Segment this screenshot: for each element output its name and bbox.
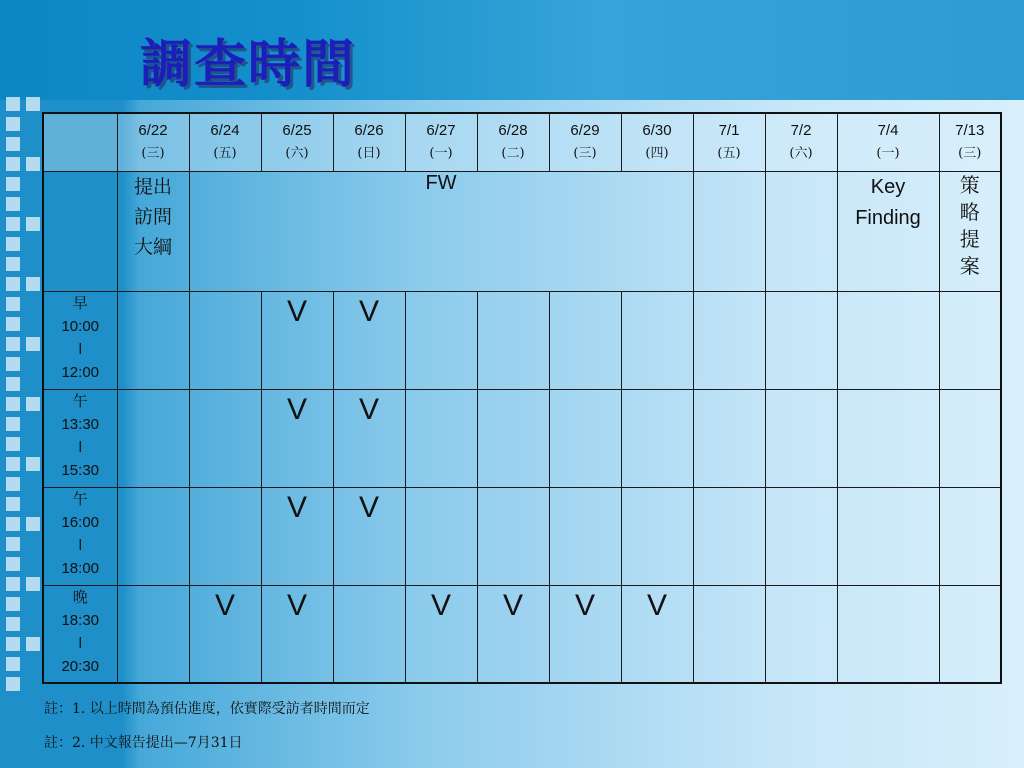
weekday-label: (日)	[357, 146, 381, 161]
date-label: 6/24	[210, 122, 240, 139]
decorative-square	[6, 97, 20, 111]
decorative-square	[26, 157, 40, 171]
availability-cell	[333, 585, 405, 683]
time-slot-label	[43, 389, 117, 487]
outline-text: 提出	[133, 175, 172, 198]
weekday-label: (四)	[645, 146, 669, 161]
availability-cell	[939, 487, 1001, 585]
date-label: 6/27	[426, 122, 456, 139]
decorative-square	[6, 377, 20, 391]
strategy-cell	[939, 171, 1001, 291]
availability-cell: V	[405, 585, 477, 683]
decorative-square	[6, 457, 20, 471]
strategy-text: 策	[959, 172, 980, 197]
weekday-label: (一)	[876, 146, 900, 161]
date-cell	[189, 113, 261, 171]
decorative-square	[6, 177, 20, 191]
decorative-square	[6, 117, 20, 131]
decorative-square	[6, 397, 20, 411]
strategy-text: 案	[959, 253, 980, 278]
availability-cell	[693, 291, 765, 389]
fieldwork-label: FW	[425, 171, 457, 194]
decorative-square	[6, 137, 20, 151]
decorative-square	[26, 397, 40, 411]
availability-cell	[405, 291, 477, 389]
availability-cell: V	[189, 585, 261, 683]
date-cell	[261, 113, 333, 171]
date-cell	[477, 113, 549, 171]
time-slot-sep: l	[78, 438, 82, 456]
availability-cell: V	[621, 585, 693, 683]
availability-cell	[549, 389, 621, 487]
availability-cell	[189, 291, 261, 389]
availability-cell	[405, 487, 477, 585]
time-slot-sep: l	[78, 634, 82, 652]
availability-cell: V	[261, 389, 333, 487]
time-slot-row	[43, 585, 1001, 683]
date-header-row	[43, 113, 1001, 171]
outline-text: 訪問	[133, 205, 172, 228]
time-slot-period: 早	[72, 294, 88, 312]
time-slot-row	[43, 291, 1001, 389]
plan-row	[43, 171, 1001, 291]
availability-cell	[765, 291, 837, 389]
decorative-square	[6, 577, 20, 591]
date-cell	[939, 113, 1001, 171]
availability-cell: V	[333, 291, 405, 389]
corner-cell	[43, 113, 117, 171]
availability-cell	[837, 487, 939, 585]
footnote: 註：2. 中文報告提出—7月31日	[44, 735, 243, 751]
date-cell	[117, 113, 189, 171]
weekday-label: (二)	[501, 146, 525, 161]
availability-cell	[693, 389, 765, 487]
date-label: 6/26	[354, 122, 384, 139]
time-slot-row	[43, 389, 1001, 487]
availability-cell	[621, 389, 693, 487]
date-cell	[333, 113, 405, 171]
time-slot-row	[43, 487, 1001, 585]
date-cell	[693, 113, 765, 171]
availability-cell	[939, 585, 1001, 683]
availability-cell: V	[261, 487, 333, 585]
date-cell	[837, 113, 939, 171]
availability-cell	[189, 487, 261, 585]
time-slot-label	[43, 487, 117, 585]
availability-cell	[549, 291, 621, 389]
decorative-square	[6, 677, 20, 691]
time-slot-sep: l	[78, 536, 82, 554]
availability-cell	[765, 389, 837, 487]
decorative-square	[6, 357, 20, 371]
date-cell	[621, 113, 693, 171]
strategy-text: 提	[959, 226, 980, 251]
decorative-square	[6, 537, 20, 551]
outline-text: 大綱	[133, 235, 172, 258]
availability-cell	[477, 487, 549, 585]
decorative-square	[6, 217, 20, 231]
time-slot-end: 18:00	[61, 559, 100, 577]
availability-cell	[621, 291, 693, 389]
date-label: 7/1	[718, 122, 740, 139]
decorative-square	[26, 217, 40, 231]
time-slot-period: 午	[72, 392, 88, 410]
availability-cell: V	[261, 291, 333, 389]
decorative-square	[6, 417, 20, 431]
date-label: 6/30	[642, 122, 672, 139]
date-label: 7/4	[877, 122, 899, 139]
time-slot-start: 16:00	[61, 513, 100, 531]
availability-cell: V	[549, 585, 621, 683]
decorative-square	[6, 237, 20, 251]
weekday-label: (三)	[141, 146, 165, 161]
availability-cell	[117, 487, 189, 585]
decorative-square	[26, 337, 40, 351]
time-slot-sep: l	[78, 340, 82, 358]
time-slot-end: 12:00	[61, 363, 100, 381]
availability-cell	[765, 487, 837, 585]
availability-cell	[765, 585, 837, 683]
fieldwork-cell	[189, 171, 693, 291]
decorative-square	[6, 597, 20, 611]
weekday-label: (五)	[717, 146, 741, 161]
key-finding-text: Key	[870, 175, 906, 198]
availability-cell	[621, 487, 693, 585]
time-slot-label	[43, 585, 117, 683]
decorative-square	[6, 297, 20, 311]
decorative-square	[6, 157, 20, 171]
time-slot-start: 18:30	[61, 611, 100, 629]
availability-cell	[837, 291, 939, 389]
time-slot-period: 晚	[72, 588, 88, 606]
weekday-label: (三)	[573, 146, 597, 161]
decorative-square	[6, 197, 20, 211]
decorative-square	[6, 557, 20, 571]
date-cell	[405, 113, 477, 171]
outline-cell	[117, 171, 189, 291]
weekday-label: (三)	[958, 146, 982, 161]
availability-cell	[189, 389, 261, 487]
availability-cell	[477, 291, 549, 389]
time-slot-start: 10:00	[61, 317, 100, 335]
decorative-square	[6, 477, 20, 491]
availability-cell: V	[477, 585, 549, 683]
empty-cell	[765, 171, 837, 291]
decorative-square	[26, 517, 40, 531]
date-label: 7/2	[790, 122, 812, 139]
availability-cell	[405, 389, 477, 487]
date-cell	[765, 113, 837, 171]
date-label: 6/25	[282, 122, 312, 139]
decorative-square	[26, 457, 40, 471]
availability-cell	[693, 487, 765, 585]
schedule-table	[42, 112, 1002, 684]
availability-cell	[117, 585, 189, 683]
weekday-label: (六)	[285, 146, 309, 161]
footnote: 註：1. 以上時間為預估進度，依實際受訪者時間而定	[44, 701, 370, 717]
weekday-label: (六)	[789, 146, 813, 161]
decorative-square	[6, 437, 20, 451]
page-title: 調查時間	[140, 34, 357, 95]
decorative-square	[6, 337, 20, 351]
time-slot-end: 20:30	[61, 657, 100, 675]
availability-cell	[693, 585, 765, 683]
availability-cell	[939, 389, 1001, 487]
availability-cell	[837, 585, 939, 683]
decorative-square	[26, 577, 40, 591]
decorative-square	[26, 277, 40, 291]
availability-cell	[549, 487, 621, 585]
strategy-text: 略	[959, 199, 980, 224]
date-label: 6/28	[498, 122, 528, 139]
decorative-square	[26, 637, 40, 651]
date-label: 6/22	[138, 122, 168, 139]
decorative-square	[6, 317, 20, 331]
decorative-square	[6, 657, 20, 671]
availability-cell	[837, 389, 939, 487]
decorative-square	[26, 97, 40, 111]
weekday-label: (五)	[213, 146, 237, 161]
availability-cell: V	[261, 585, 333, 683]
date-label: 6/29	[570, 122, 600, 139]
empty-cell	[693, 171, 765, 291]
decorative-square	[6, 517, 20, 531]
decorative-square	[6, 617, 20, 631]
availability-cell: V	[333, 487, 405, 585]
time-slot-period: 午	[72, 490, 88, 508]
decorative-square	[6, 257, 20, 271]
availability-cell	[117, 389, 189, 487]
weekday-label: (一)	[429, 146, 453, 161]
time-slot-label	[43, 291, 117, 389]
availability-cell	[477, 389, 549, 487]
decorative-square	[6, 277, 20, 291]
date-label: 7/13	[955, 122, 985, 139]
decorative-square	[6, 637, 20, 651]
decorative-square	[6, 497, 20, 511]
availability-cell	[939, 291, 1001, 389]
time-slot-start: 13:30	[61, 415, 100, 433]
plan-label-cell	[43, 171, 117, 291]
key-finding-cell	[837, 171, 939, 291]
date-cell	[549, 113, 621, 171]
availability-cell	[117, 291, 189, 389]
time-slot-end: 15:30	[61, 461, 100, 479]
key-finding-text: Finding	[855, 206, 921, 229]
decorative-squares	[6, 95, 42, 715]
availability-cell: V	[333, 389, 405, 487]
